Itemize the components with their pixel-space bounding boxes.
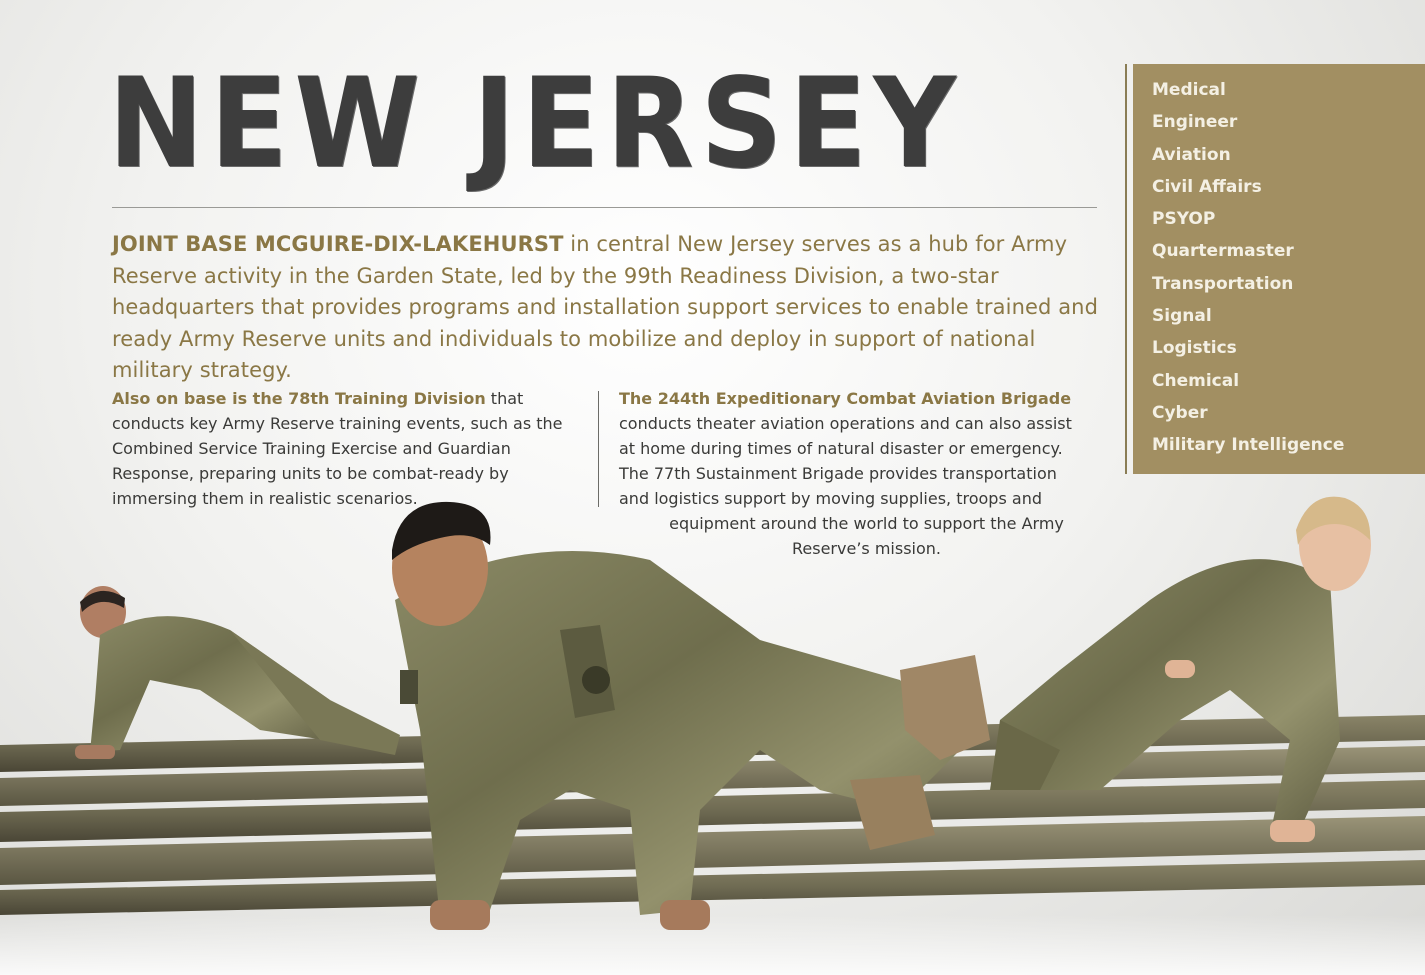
unit-type-item: Military Intelligence: [1152, 435, 1345, 456]
unit-type-item: Civil Affairs: [1152, 176, 1262, 197]
right-column-highlight: The 244th Expeditionary Combat Aviation Brigade: [619, 389, 1072, 408]
sidebar-rule: [1125, 64, 1127, 474]
unit-type-item: Engineer: [1152, 112, 1238, 133]
left-column-text: that conducts key Army Reserve training events, such as the Combined Service Training Exercise and Guardian Response, preparing units to be combat-ready by immersing them in realistic scenarios.: [112, 389, 563, 508]
lead-text: in central New Jersey serves as a hub for Army Reserve activity in the Garden State, led by the 99th Readiness Division, a two-star headquarters that provides programs and installation support services to enable trained and ready Army Reserve units and individuals to mobilize and deploy in support of national military strategy.: [112, 232, 1099, 382]
unit-types-sidebar: [1133, 64, 1425, 474]
soldiers-training-photo: [0, 490, 1425, 975]
unit-type-item: Logistics: [1152, 338, 1237, 359]
title-divider: [112, 207, 1097, 208]
left-column-highlight: Also on base is the 78th Training Division: [112, 389, 486, 408]
unit-type-item: Aviation: [1152, 144, 1231, 165]
unit-type-item: Quartermaster: [1152, 241, 1294, 262]
soldier-center: [392, 502, 990, 930]
lead-highlight: JOINT BASE MCGUIRE-DIX-LAKEHURST: [112, 232, 564, 256]
unit-type-item: Chemical: [1152, 370, 1240, 391]
right-column-tail: equipment around the world to support the Army Reserve’s mission.: [669, 514, 1064, 558]
page-title: NEW JERSEY: [108, 52, 963, 196]
right-column-text: conducts theater aviation operations and can also assist at home during times of natural disaster or emergency. The 77th Sustainment Brigade provides transportation and logistics support by moving supplies, troops and: [619, 414, 1072, 508]
unit-type-item: PSYOP: [1152, 209, 1216, 230]
unit-type-item: Medical: [1152, 80, 1226, 100]
unit-types-list: [1152, 76, 1425, 464]
soldier-left: [75, 586, 400, 759]
unit-type-item: Signal: [1152, 306, 1212, 327]
unit-type-item: Transportation: [1152, 273, 1294, 294]
unit-type-item: Cyber: [1152, 402, 1208, 423]
lead-paragraph: [112, 229, 1107, 387]
